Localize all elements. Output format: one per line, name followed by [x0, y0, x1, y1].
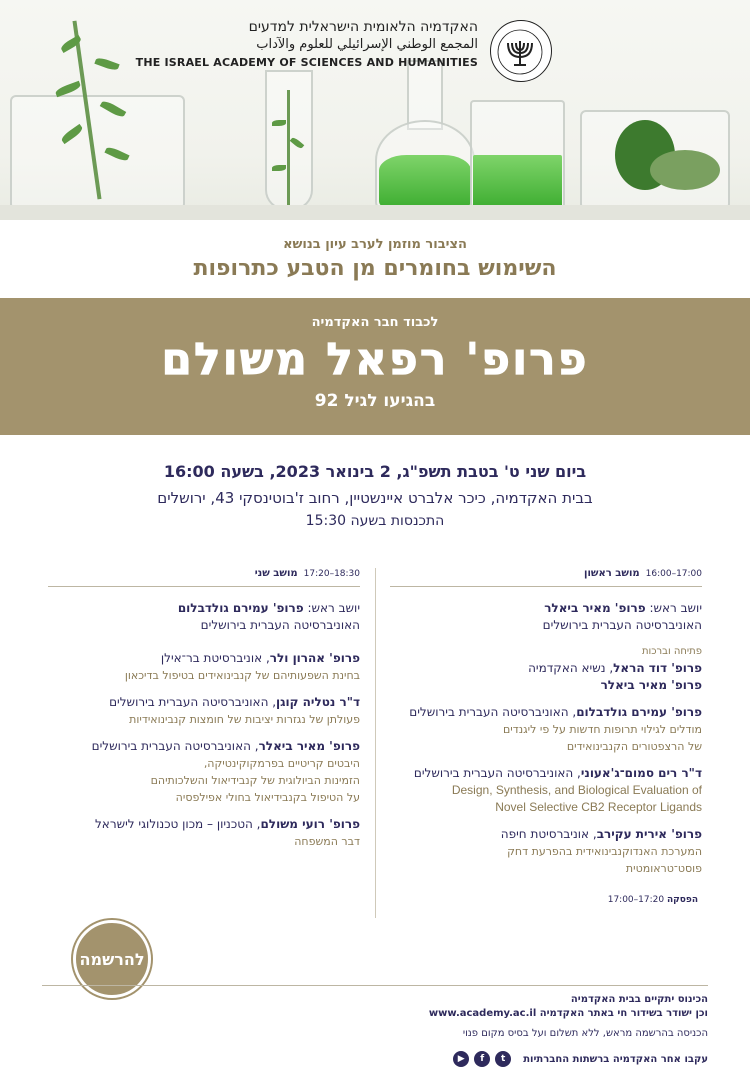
opening-label: פתיחה וברכות — [641, 646, 702, 657]
facebook-icon[interactable]: f — [474, 1051, 490, 1067]
talk-title: על הטיפול בקנבידיאול בחולי אפילפסיה — [175, 791, 360, 804]
talk-title: פוסט־טראומטית — [625, 862, 702, 875]
speaker-institution: , האוניברסיטה העברית בירושלים — [409, 705, 577, 719]
talk-item — [48, 816, 360, 850]
footer-entry-note: הכניסה בהרשמה מראש, ללא תשלום ועל בסיס מקום פנוי — [462, 1028, 708, 1039]
chair-institution: האוניברסיטה העברית בירושלים — [200, 618, 360, 632]
session-second-header — [48, 568, 360, 587]
speaker-role: , נשיא האקדמיה — [528, 661, 614, 675]
session-second-time: 18:30–17:20 — [303, 569, 360, 579]
honor-band — [0, 298, 750, 435]
talk-item — [48, 650, 360, 684]
event-gathering: התכנסות בשעה 15:30 — [305, 513, 445, 529]
footer-social — [148, 1051, 708, 1067]
break-label: הפסקה — [666, 895, 698, 905]
footer-venue-note: הכינוס יתקיים בבית האקדמיה — [570, 994, 708, 1005]
talk-title: דבר המשפחה — [294, 835, 360, 848]
event-place: בבית האקדמיה, כיכר אלברט איינשטיין, רחוב ז'בוטינסקי 43, ירושלים — [157, 489, 593, 507]
talk-item — [48, 738, 360, 806]
talk-item — [390, 765, 702, 816]
hero-image — [0, 0, 750, 220]
speaker-institution: , אוניברסיטת חיפה — [500, 827, 597, 841]
talk-title: הזמינות הביולוגית של קנבידיאול והשלכותיהם — [150, 774, 360, 787]
opening-remarks — [390, 644, 702, 694]
talk-item — [390, 826, 702, 877]
youtube-icon[interactable]: ▶ — [453, 1051, 469, 1067]
honor-subtitle: לכבוד חבר האקדמיה — [311, 315, 439, 330]
break-time: 17:20–17:00 — [607, 895, 665, 905]
org-name-hebrew: האקדמיה הלאומית הישראלית למדעים — [248, 19, 478, 35]
plant-in-tube — [287, 90, 290, 205]
honoree-name: פרופ' רפאל משולם — [161, 334, 589, 385]
session-first-time: 17:00–16:00 — [645, 569, 702, 579]
talk-item — [48, 694, 360, 728]
session-second-title: מושב שני — [254, 568, 298, 579]
org-name-arabic: المجمع الوطني الإسرائيلي للعلوم والآداب — [256, 37, 478, 52]
footer-divider — [42, 985, 708, 986]
event-date: ביום שני ט' בטבת תשפ"ג, 2 בינואר 2023, בשעה 16:00 — [163, 462, 587, 481]
session-first — [390, 568, 702, 905]
speaker-name: פרופ' אהרון ולר — [269, 651, 360, 665]
speaker-name: ד"ר נטליה קוגן — [276, 695, 360, 709]
talk-title: בחינת השפעותיהם של קנבינואידים בטיפול בדיכאון — [124, 669, 360, 682]
speaker-institution: , האוניברסיטה העברית בירושלים — [91, 739, 259, 753]
talk-title: פעולתן של נגזרות יציבות של חומצות קנבינואידיות — [129, 713, 360, 726]
speaker-name: פרופ' מאיר ביאלר — [258, 739, 360, 753]
invite-subtitle: הציבור מוזמן לערב עיון בנושא — [283, 237, 467, 252]
session-second — [48, 568, 360, 850]
chair-label: יושב ראש: — [649, 601, 702, 615]
speaker-institution: , האוניברסיטה העברית בירושלים — [109, 695, 277, 709]
speaker-name: פרופ' מאיר ביאלר — [600, 678, 702, 692]
session-second-chair — [48, 600, 360, 634]
talk-title: של הרצפטורים הקנבינואידים — [566, 740, 702, 753]
speaker-name: פרופ' רועי משולם — [260, 817, 360, 831]
speaker-name: פרופ' עמירם גולדבלום — [576, 705, 702, 719]
honoree-age: בהגיעו לגיל 92 — [314, 391, 436, 411]
speaker-institution: , הטכניון – מכון טכנולוגי לישראל — [94, 817, 261, 831]
talk-title: Novel Selective CB2 Receptor Ligands — [495, 800, 702, 814]
footer-broadcast-note: וכן ישודר בשידור חי באתר האקדמיה www.academy.ac.il — [428, 1008, 708, 1019]
beaker — [470, 100, 565, 210]
talk-title: המערכת האנדוקנבינואידית בהפרעת דחק — [507, 845, 702, 858]
talk-item — [390, 704, 702, 755]
invite-section — [0, 220, 750, 298]
footer-social-label: עקבו אחר האקדמיה ברשתות החברתיות — [523, 1053, 708, 1065]
academy-emblem-icon — [490, 20, 552, 82]
speaker-institution: , האוניברסיטה העברית בירושלים — [413, 766, 581, 780]
social-icons — [453, 1051, 511, 1067]
chair-institution: האוניברסיטה העברית בירושלים — [542, 618, 702, 632]
break-item — [390, 895, 702, 905]
flask — [375, 60, 475, 210]
footer — [148, 993, 708, 1067]
org-name-english: THE ISRAEL ACADEMY OF SCIENCES AND HUMANITIES — [135, 56, 478, 69]
speaker-name: ד"ר רים סמום־ג'אעוני — [580, 766, 702, 780]
speaker-institution: , אוניברסיטת בר־אילן — [160, 651, 270, 665]
session-first-title: מושב ראשון — [584, 568, 640, 579]
register-button[interactable]: להרשמה — [73, 920, 151, 998]
session-first-chair — [390, 600, 702, 634]
speaker-name: פרופ' אירית עקירב — [596, 827, 702, 841]
chair-label: יושב ראש: — [307, 601, 360, 615]
talk-title: מודלים לגילוי תרופות חדשות על פי ליגנדים — [502, 723, 702, 736]
invite-title: השימוש בחומרים מן הטבע כתרופות — [193, 256, 557, 281]
chair-name: פרופ' מאיר ביאלר — [544, 601, 646, 615]
column-divider — [375, 568, 376, 918]
talk-title: היבטים קריטיים בפרמקוקינטיקה, — [203, 757, 360, 770]
event-details — [0, 462, 750, 529]
academy-logo-text — [136, 18, 478, 72]
session-first-header — [390, 568, 702, 587]
chair-name: פרופ' עמירם גולדבלום — [177, 601, 304, 615]
speaker-name: פרופ' דוד הראל — [613, 661, 702, 675]
talk-title: Design, Synthesis, and Biological Evaluation of — [451, 783, 702, 797]
shelf — [0, 205, 750, 220]
twitter-icon[interactable]: t — [495, 1051, 511, 1067]
